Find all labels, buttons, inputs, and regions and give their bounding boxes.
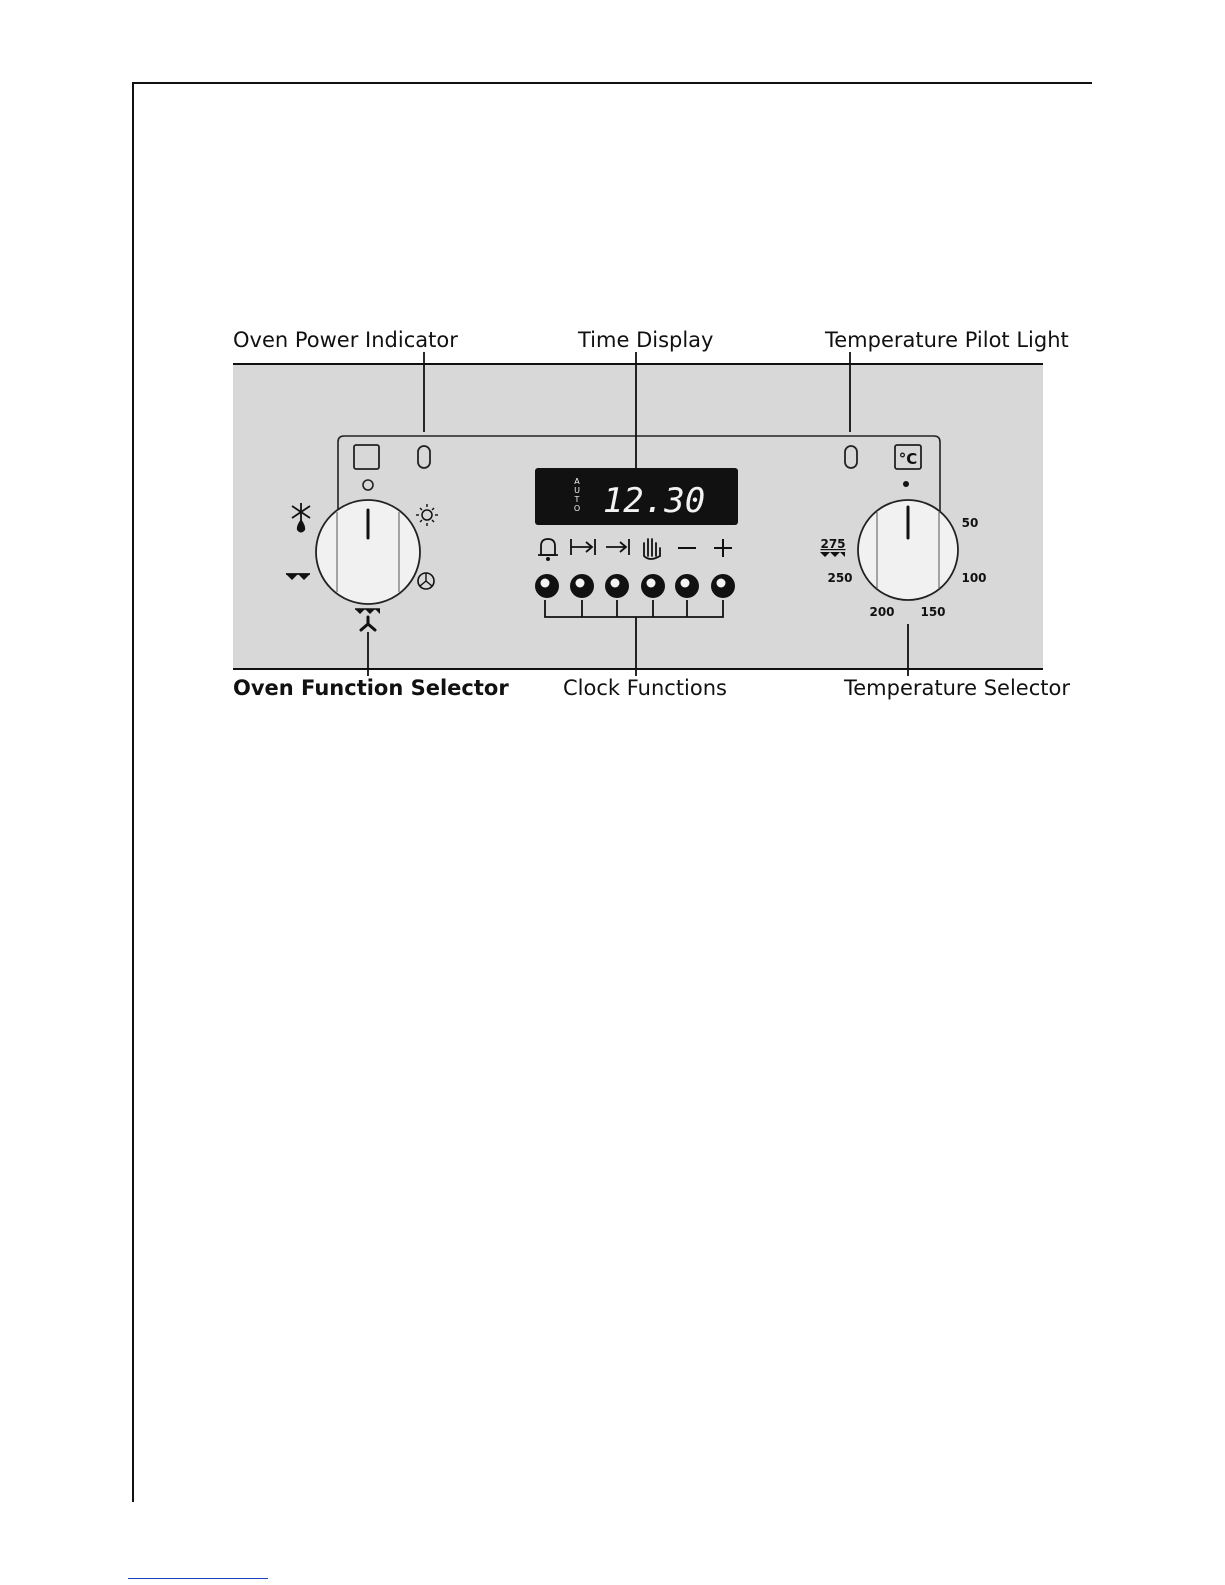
temperature-mark-250: 250	[827, 571, 853, 585]
clock-button-end-time[interactable]	[605, 574, 629, 598]
temperature-mark-275: 275	[820, 537, 846, 551]
temperature-mark-200: 200	[869, 605, 895, 619]
label-clock-functions: Clock Functions	[563, 676, 727, 700]
oven-function-selector-knob[interactable]	[316, 500, 420, 604]
clock-button-cook-duration[interactable]	[570, 574, 594, 598]
temperature-mark-50: 50	[961, 516, 979, 530]
label-temperature-selector: Temperature Selector	[844, 676, 1070, 700]
clock-button-plus[interactable]	[711, 574, 735, 598]
label-time-display: Time Display	[578, 328, 714, 352]
celsius-symbol: °C	[898, 450, 918, 468]
clock-button-manual-hand[interactable]	[641, 574, 665, 598]
clock-button-minus[interactable]	[675, 574, 699, 598]
clock-button-bell[interactable]	[535, 574, 559, 598]
temperature-mark-100: 100	[961, 571, 987, 585]
label-oven-function-selector: Oven Function Selector	[233, 676, 509, 700]
temperature-zero-marker	[903, 481, 909, 487]
label-oven-power-indicator: Oven Power Indicator	[233, 328, 458, 352]
temperature-mark-150: 150	[920, 605, 946, 619]
temperature-selector-knob[interactable]	[858, 500, 958, 600]
display-auto-indicator: A U T O	[573, 477, 581, 513]
label-temperature-pilot-light: Temperature Pilot Light	[825, 328, 1069, 352]
display-time-readout: 12.30	[602, 481, 706, 521]
